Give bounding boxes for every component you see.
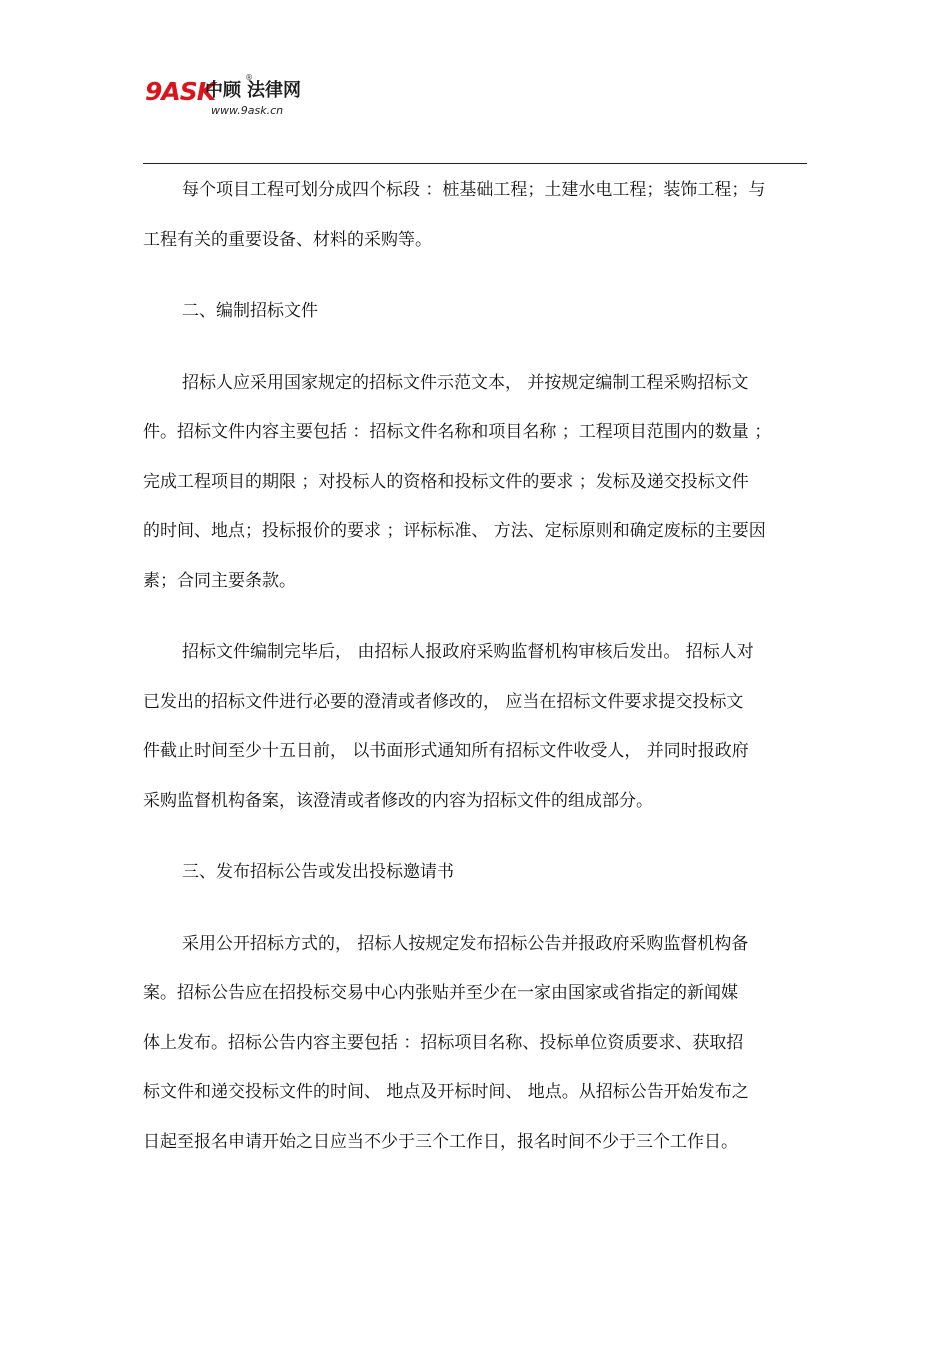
paragraph-tender-docs	[143, 359, 807, 607]
heading-text: 三、发布招标公告或发出投标邀请书	[182, 862, 454, 882]
text-line: 素；合同主要条款。	[143, 570, 296, 591]
text-line: 的时间、地点；投标报价的要求 ；评标标准、 方法、定标原则和确定废标的主要因	[143, 521, 766, 541]
text-line: 每个项目工程可划分成四个标段 ：桩基础工程；土建水电工程；装饰工程；与	[182, 180, 766, 200]
logo-brand-text: 9ASK	[145, 77, 216, 106]
document-body	[143, 166, 807, 1167]
section-heading-3	[143, 848, 807, 898]
text-line: 采用公开招标方式的， 招标人按规定发布招标公告并报政府采购监督机构备	[182, 933, 749, 954]
heading-text: 二、编制招标文件	[182, 301, 318, 321]
logo-cn-part-1: 中顾	[205, 80, 241, 101]
text-line: 件截止时间至少十五日前， 以书面形式通知所有招标文件收受人， 并同时报政府	[143, 741, 749, 761]
text-line: 招标文件编制完毕后， 由招标人报政府采购监督机构审核后发出。 招标人对	[182, 642, 754, 662]
text-line: 案。招标公告应在招投标交易中心内张贴并至少在一家由国家或省指定的新闻媒	[143, 983, 738, 1003]
paragraph-announcement	[143, 920, 807, 1168]
text-line: 完成工程项目的期限 ；对投标人的资格和投标文件的要求 ；发标及递交投标文件	[143, 471, 749, 492]
paragraph-review-issue	[143, 628, 807, 826]
logo-chinese-name	[205, 79, 301, 103]
header-divider	[143, 163, 807, 164]
site-logo[interactable]	[143, 70, 319, 124]
text-line: 采购监督机构备案，该澄清或者修改的内容为招标文件的组成部分。	[143, 790, 653, 811]
text-line: 体上发布。招标公告内容主要包括 ：招标项目名称、投标单位资质要求、获取招	[143, 1032, 744, 1053]
logo-cn-part-2: 法律网	[247, 80, 301, 101]
text-line: 工程有关的重要设备、材料的采购等。	[143, 229, 432, 250]
registered-mark-icon: ®	[245, 73, 253, 82]
text-line: 件。招标文件内容主要包括 ：招标文件名称和项目名称 ；工程项目范围内的数量 ；	[143, 422, 772, 442]
text-line: 日起至报名申请开始之日应当不少于三个工作日，报名时间不少于三个工作日。	[143, 1131, 738, 1152]
text-line: 已发出的招标文件进行必要的澄清或者修改的， 应当在招标文件要求提交投标文	[143, 691, 744, 712]
logo-url: www.9ask.cn	[211, 104, 284, 117]
text-line: 标文件和递交投标文件的时间、 地点及开标时间、 地点。从招标公告开始发布之	[143, 1082, 749, 1102]
section-heading-2	[143, 287, 807, 337]
text-line: 招标人应采用国家规定的招标文件示范文本， 并按规定编制工程采购招标文	[182, 372, 749, 393]
paragraph-bid-sections	[143, 166, 807, 265]
